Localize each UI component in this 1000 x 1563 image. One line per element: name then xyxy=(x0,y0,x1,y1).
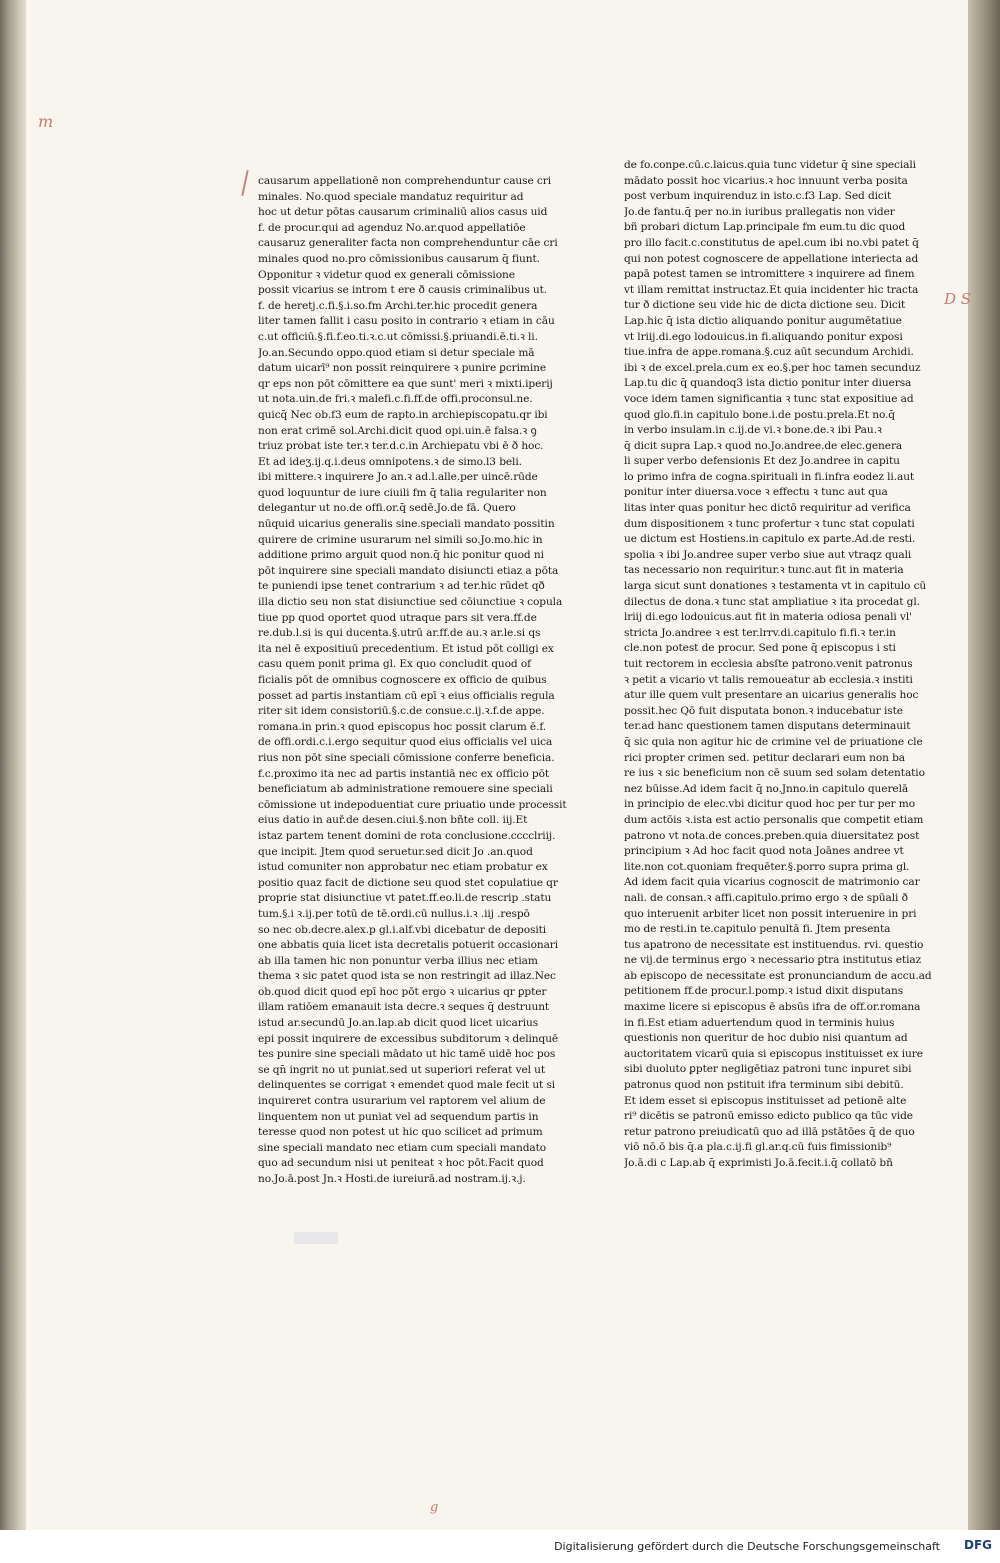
text-line: dum dispositionem ꝛ tunc profertur ꝛ tunc stat copulati xyxy=(624,517,915,530)
text-line: istud ar.secundū Jo.an.lap.ab dicit quod licet uicarius xyxy=(258,1017,539,1030)
text-line: Et ad ideʒ.ij.q.i.deus omnipotens.ꝛ de simo.l3 beli. xyxy=(258,455,522,468)
text-line: de offi.ordi.c.i.ergo sequitur quod eius officialis vel uica xyxy=(258,736,553,749)
text-line: maxime licere si episcopus ē absūs ifra de off.or.romana xyxy=(624,1001,921,1014)
text-line: qui non potest cognoscere de appellatione interiecta ad xyxy=(624,252,919,265)
text-line: de fo.conpe.cū.c.laicus.quia tunc videtur q̄ sine speciali xyxy=(624,159,916,171)
text-line: ita nel ē expositiuū precedentium. Et istud pōt colligi ex xyxy=(258,642,554,655)
text-line: triuz probat iste ter.ꝛ ter.d.c.in Archiepatu vbi ē ð hoc. xyxy=(258,440,544,453)
text-line: ut nota.uin.de fri.ꝛ malefi.c.fi.ff.de offi.proconsul.ne. xyxy=(258,393,533,406)
text-line: cle.non potest de procur. Sed pone q̄ episcopus i sti xyxy=(624,642,896,655)
text-line: li super verbo defensionis Et dez Jo.andree in capitu xyxy=(624,455,900,468)
text-line: proprie stat disiunctiue vt patet.ff.eo.li.de rescrip .statu xyxy=(258,892,552,905)
text-line: dilectus de dona.ꝛ tunc stat ampliatiue ꝛ ita procedat gl. xyxy=(624,595,920,608)
text-line: papā potest tamen se intromittere ꝛ inquirere ad finem xyxy=(624,268,915,281)
text-line: sine speciali mandato nec etiam cum speciali mandato xyxy=(258,1141,547,1154)
text-line: patrono vt nota.de conces.preben.quia diuersitatez post xyxy=(624,829,920,842)
text-line: Jo.de fantu.q̄ per no.in iuribus prallegatis non vider xyxy=(624,205,895,218)
text-line: f. de procur.qui ad agenduz No.ar.quod appellatiōe xyxy=(258,221,526,234)
text-line: ne vij.de terminus ergo ꝛ necessario ꝑtra institutus etiaz xyxy=(624,954,922,967)
text-line: pōt inquirere sine speciali mandato disiuncti etiaz a pōta xyxy=(258,564,559,577)
text-line: eius datio in auř.de desen.ciui.§.non bñte coll. iij.Et xyxy=(258,814,528,827)
text-line: Lap.hic q̄ ista dictio aliquando ponitur augumētatiue xyxy=(624,314,902,327)
text-line: minales. No.quod speciale mandatuz requiritur ad xyxy=(258,190,524,203)
footer-credit: Digitalisierung gefördert durch die Deutsche Forschungsgemeinschaft xyxy=(554,1540,940,1553)
text-line: sibi duoluto ꝑpter negligētiaz patroni tunc inpuret sibi xyxy=(624,1063,912,1076)
text-line: qr eps non pōt cōmittere ea que sunt' meri ꝛ mixti.iperij xyxy=(258,377,553,390)
text-line: ri⁹ dicētis se patronū emisso edicto publico qa tūc vide xyxy=(624,1110,913,1123)
text-line: tes punire sine speciali mādato ut hic tamē uidē hoc pos xyxy=(258,1048,556,1061)
text-line: ter.ad hanc questionem tamen disputans determinauit xyxy=(624,720,911,733)
text-line: dum actōis ꝛ.ista est actio personalis que competit etiam xyxy=(624,813,924,826)
text-line: vt illam remittat instructaz.Et quia incidenter hic tracta xyxy=(624,283,919,296)
text-line: causaruz generaliter facta non comprehenduntur cāe cri xyxy=(258,237,558,250)
text-line: questionis non queritur de hoc dubio nisi quantum ad xyxy=(624,1032,908,1045)
text-line: possit vicarius se introm t ere ð causis criminalibus ut. xyxy=(258,284,548,297)
text-line: quirere de crimine usurarum nel simili so.Jo.mo.hic in xyxy=(258,533,543,546)
text-line: in fi.Est etiam aduertendum quod in terminis huius xyxy=(624,1016,895,1029)
text-line: lo primo infra de cogna.spirituali in fi.infra eodez li.aut xyxy=(624,470,915,483)
text-line: teresse quod non potest ut hic quo scilicet ad primum xyxy=(258,1126,543,1139)
text-line: ab illa tamen hic non ponuntur verba illius nec etiam xyxy=(258,954,538,967)
text-line: datum uicarī⁹ non possit reinquirere ꝛ punire ꝑcrimine xyxy=(258,362,547,375)
text-line: posset ad partis instantiam cū epī ꝛ eius officialis regula xyxy=(258,689,555,702)
text-line: patronus quod non pstituit ifra terminum sibi debitū. xyxy=(624,1079,904,1092)
text-line: q̄ dicit supra Lap.ꝛ quod no.Jo.andree.de elec.genera xyxy=(624,439,903,452)
text-line: mo de resti.in te.capitulo penultā fi. Jtem presenta xyxy=(624,923,891,936)
text-line: Et idem esset si episcopus instituisset ad petionē alte xyxy=(624,1094,907,1107)
text-line: ue dictum est Hostiens.in capitulo ex parte.Ad.de resti. xyxy=(624,533,916,546)
text-line: delinquentes se corrigat ꝛ emendet quod male fecit ut si xyxy=(258,1079,556,1092)
text-line: petitionem ff.de procur.l.pomp.ꝛ istud dixit disputans xyxy=(624,985,904,998)
footer-bar xyxy=(0,1530,1000,1563)
text-line: liter tamen fallit i casu posito in contrario ꝛ etiam in cāu xyxy=(258,315,555,328)
text-line: quicq̄ Nec ob.f3 eum de rapto.in archiepiscopatu.qr ibi xyxy=(258,408,548,421)
text-line: hoc ut detur pōtas causarum criminaliū alios casus uid xyxy=(258,206,548,219)
text-line: possit.hec Qō fuit disputata bonon.ꝛ inducebatur iste xyxy=(624,704,903,717)
text-line: te puniendi ipse tenet contrarium ꝛ ad ter.hic rūdet qð xyxy=(258,580,545,593)
text-line: principium ꝛ Ad hoc facit quod nota Joānes andree vt xyxy=(624,845,904,858)
text-line: atur ille quem vult presentare an uicarius generalis hoc xyxy=(624,689,919,702)
text-line: pro illo facit.c.constitutus de apel.cum ibi no.vbi patet q̄ xyxy=(624,236,919,249)
text-line: ficialis pōt de omnibus cognoscere ex officio de quibus xyxy=(258,674,547,686)
text-line: delegantur ut no.de offi.or.q̄ sedē.Jo.de fā. Quero xyxy=(258,502,516,515)
text-line: tuit rectorem in ecclesia absſte patrono.venit patronus xyxy=(624,658,913,670)
text-line: stricta Jo.andree ꝛ est ter.lrrv.di.capitulo fi.fi.ꝛ ter.in xyxy=(624,626,896,639)
text-line: riter sit idem consistoriū.§.c.de consue.c.ij.ꝛ.f.de appe. xyxy=(258,705,545,718)
text-line: no.Jo.ā.post Jn.ꝛ Hosti.de iureiurā.ad nostram.ij.ꝛ.j. xyxy=(258,1173,526,1185)
text-line: Opponitur ꝛ videtur quod ex generali cōmissione xyxy=(258,268,515,281)
text-line: positio quaz facit de dictione seu quod stet copulatiue qr xyxy=(258,876,558,889)
text-line: re ius ꝛ sic beneficium non cē suum sed solam detentatio xyxy=(624,767,925,780)
text-line: que incipit. Jtem quod seruetur.sed dicit Jo .an.quod xyxy=(258,845,533,858)
text-line: lite.non cot.quoniam frequēter.§.porro supra prima gl. xyxy=(624,860,910,873)
left-text-column xyxy=(258,174,570,1188)
text-line: tus apatrono de necessitate est instituendus. rvi. questio xyxy=(624,938,924,951)
margin-note-top-left: m xyxy=(38,112,54,131)
text-line: quod loquuntur de iure ciuili fm q̄ talia regulariter non xyxy=(258,486,547,499)
text-line: ab episcopo de necessitate est pronunciandum de accu.ad xyxy=(624,969,932,982)
text-line: Jo.ā.di c Lap.ab q̄ exprimisti Jo.ā.fecit.i.q̄ collatō bñ xyxy=(624,1157,893,1169)
text-line: auctoritatem vicarū quia si episcopus instituisset ex iure xyxy=(624,1047,923,1060)
text-line: c.ut officiū.§.fi.f.eo.ti.ꝛ.c.ut cōmissi.§.priuandi.ē.ti.ꝛ li. xyxy=(258,330,538,343)
text-line: nali. de consan.ꝛ affi.capitulo.primo ergo ꝛ de spūali ð xyxy=(624,891,908,904)
text-line: nez būisse.Ad idem facit q̄ no.Jnno.in capitulo querelā xyxy=(624,782,909,795)
text-line: se qn̄ ingrit no ut puniat.sed ut superiori referat vel ut xyxy=(258,1063,546,1076)
text-line: thema ꝛ sic patet quod ista se non restringit ad illaz.Nec xyxy=(258,970,556,983)
text-line: istaz partem tenent domini de rota conclusione.cccclriij. xyxy=(258,829,556,842)
text-line: f.c.proximo ita nec ad partis instantiā nec ex officio pōt xyxy=(258,767,550,780)
text-line: tas necessario non requiritur.ꝛ tunc.aut fit in materia xyxy=(624,564,904,577)
book-left-page-edge xyxy=(0,0,28,1530)
right-text-column xyxy=(624,158,942,1172)
text-line: ibi ꝛ de excel.prela.cum ex eo.§.per hoc tamen secunduz xyxy=(624,361,921,374)
text-line: epi possit inquirere de excessibus subditorum ꝛ delinquē xyxy=(258,1032,559,1045)
text-line: inquireret contra usurarium vel raptorem vel alium de xyxy=(258,1095,546,1108)
text-line: romana.in prin.ꝛ quod episcopus hoc possit clarum ē.f. xyxy=(258,720,547,733)
faded-stamp xyxy=(294,1232,338,1244)
text-line: tiue pp quod oportet quod utraque pars sit vera.ff.de xyxy=(258,611,537,624)
text-line: viō nō.ō bis q̄.a pla.c.ij.fi gl.ar.q.cū fuis fimissionib⁹ xyxy=(624,1141,892,1154)
text-line: quo ad secundum nisi ut peniteat ꝛ hoc pōt.Facit quod xyxy=(258,1157,544,1170)
text-line: tur ð dictione seu vide hic de dicta dictione seu. Dicit xyxy=(624,299,906,312)
text-line: mādato possit hoc vicarius.ꝛ hoc innuunt verba posita xyxy=(624,174,908,187)
text-line: nūquid uicarius generalis sine.speciali mandato possitin xyxy=(258,518,555,531)
text-line: q̄ sic quia non agitur hic de crimine vel de priuatione cle xyxy=(624,735,923,748)
text-line: ponitur inter diuersa.voce ꝛ effectu ꝛ tunc aut qua xyxy=(624,486,888,499)
text-line: rici propter crimen sed. petitur declarari eum non ba xyxy=(624,751,906,764)
text-line: cōmissione ut indepoduentiat cure priuatio unde processit xyxy=(258,798,567,811)
text-line: beneficiatum ab administratione remouere sine speciali xyxy=(258,783,553,796)
text-line: minales quod no.pro cōmissionibus causarum q̄ fiunt. xyxy=(258,252,540,265)
text-line: Lap.tu dic q̄ quandoq3 ista dictio ponitur inter diuersa xyxy=(624,377,912,390)
text-line: linquentem non ut puniat vel ad sequendum partis in xyxy=(258,1110,539,1123)
text-line: ibi mittere.ꝛ inquirere Jo an.ꝛ ad.l.alle.per uincē.rūde xyxy=(258,471,538,484)
text-line: larga sicut sunt donationes ꝛ testamenta vt in capitulo cū xyxy=(624,580,927,593)
text-line: quod glo.fi.in capitulo bone.i.de postu.prela.Et no.q̄ xyxy=(624,408,895,421)
text-line: istud comuniter non approbatur nec etiam probatur ex xyxy=(258,861,548,874)
text-line: voce idem tamen significantia ꝛ tunc stat expositiue ad xyxy=(624,392,914,405)
text-line: tiue.infra de appe.romana.§.cuz aūt secundum Archidi. xyxy=(624,346,914,359)
text-line: Ad idem facit quia vicarius cognoscit de matrimonio car xyxy=(624,876,920,889)
text-line: ꝛ petit a vicario vt talis remoueatur ab ecclesia.ꝛ institi xyxy=(624,673,913,686)
text-line: so nec ob.decre.alex.p gl.i.alf.vbi dicebatur de depositi xyxy=(258,923,547,936)
text-line: causarum appellationē non comprehenduntur cause cri xyxy=(258,175,551,187)
text-line: additione primo arguit quod non.q̄ hic ponitur quod ni xyxy=(258,549,544,562)
text-line: spolia ꝛ ibi Jo.andree super verbo siue aut vtraqz quali xyxy=(624,548,912,561)
text-line: illam ratiōem emanauit ista decre.ꝛ seques q̄ destruunt xyxy=(258,1001,550,1014)
text-line: bñ probari dictum Lap.principale fm eum.tu dic quod xyxy=(624,221,906,234)
text-line: lriij di.ego lodouicus.aut fit in materia odiosa penali vl' xyxy=(624,611,912,624)
margin-note-right: D S xyxy=(944,290,972,308)
text-line: one abbatis quia licet ista decretalis potuerit occasionari xyxy=(258,939,559,952)
text-line: rius non pōt sine speciali cōmissione conferre beneficia. xyxy=(258,751,555,764)
dfg-logo: DFG xyxy=(963,1538,992,1552)
text-line: casu quem ponit prima gl. Ex quo concludit quod of xyxy=(258,658,531,671)
text-line: illa dictio seu non stat disiunctiue sed cōiunctiue ꝛ copula xyxy=(258,596,563,609)
text-line: post verbum inquirenduz in isto.c.f3 Lap. Sed dicit xyxy=(624,190,892,203)
text-line: in principio de elec.vbi dicitur quod hoc per tur per mo xyxy=(624,798,915,811)
text-line: Jo.an.Secundo oppo.quod etiam si detur speciale mā xyxy=(258,346,535,359)
text-line: retur patrono preiudicatū quo ad illā pstātōes q̄ de quo xyxy=(624,1125,915,1138)
text-line: non erat crimē sol.Archi.dicit quod opi.uin.ē falsa.ꝛ ꝯ xyxy=(258,424,537,437)
text-line: vt lriij.di.ego lodouicus.in fi.aliquando ponitur exposi xyxy=(624,330,903,343)
text-line: litas inter quas ponitur hec dictō requiritur ad verifica xyxy=(624,502,911,515)
text-line: tum.§.i ꝛ.ij.per totū de tē.ordi.cū nullus.i.ꝛ .iij .respō xyxy=(258,907,530,920)
text-line: ob.quod dicit quod epī hoc pōt ergo ꝛ uicarius qr ꝑpter xyxy=(258,985,547,998)
book-right-page-edge xyxy=(964,0,1000,1530)
text-line: f. de heretj.c.fi.§.i.so.fm Archi.ter.hic procedit genera xyxy=(258,299,538,312)
margin-note-bottom: g xyxy=(430,1500,439,1515)
text-line: quo interuenit arbiter licet non possit interuenire in pri xyxy=(624,907,917,920)
text-line: in verbo insulam.in c.ij.de vi.ꝛ bone.de.ꝛ ibi Pau.ꝛ xyxy=(624,424,882,437)
text-line: re.dub.l.si is qui ducenta.§.utrū ar.ff.de au.ꝛ ar.le.si qs xyxy=(258,627,541,640)
